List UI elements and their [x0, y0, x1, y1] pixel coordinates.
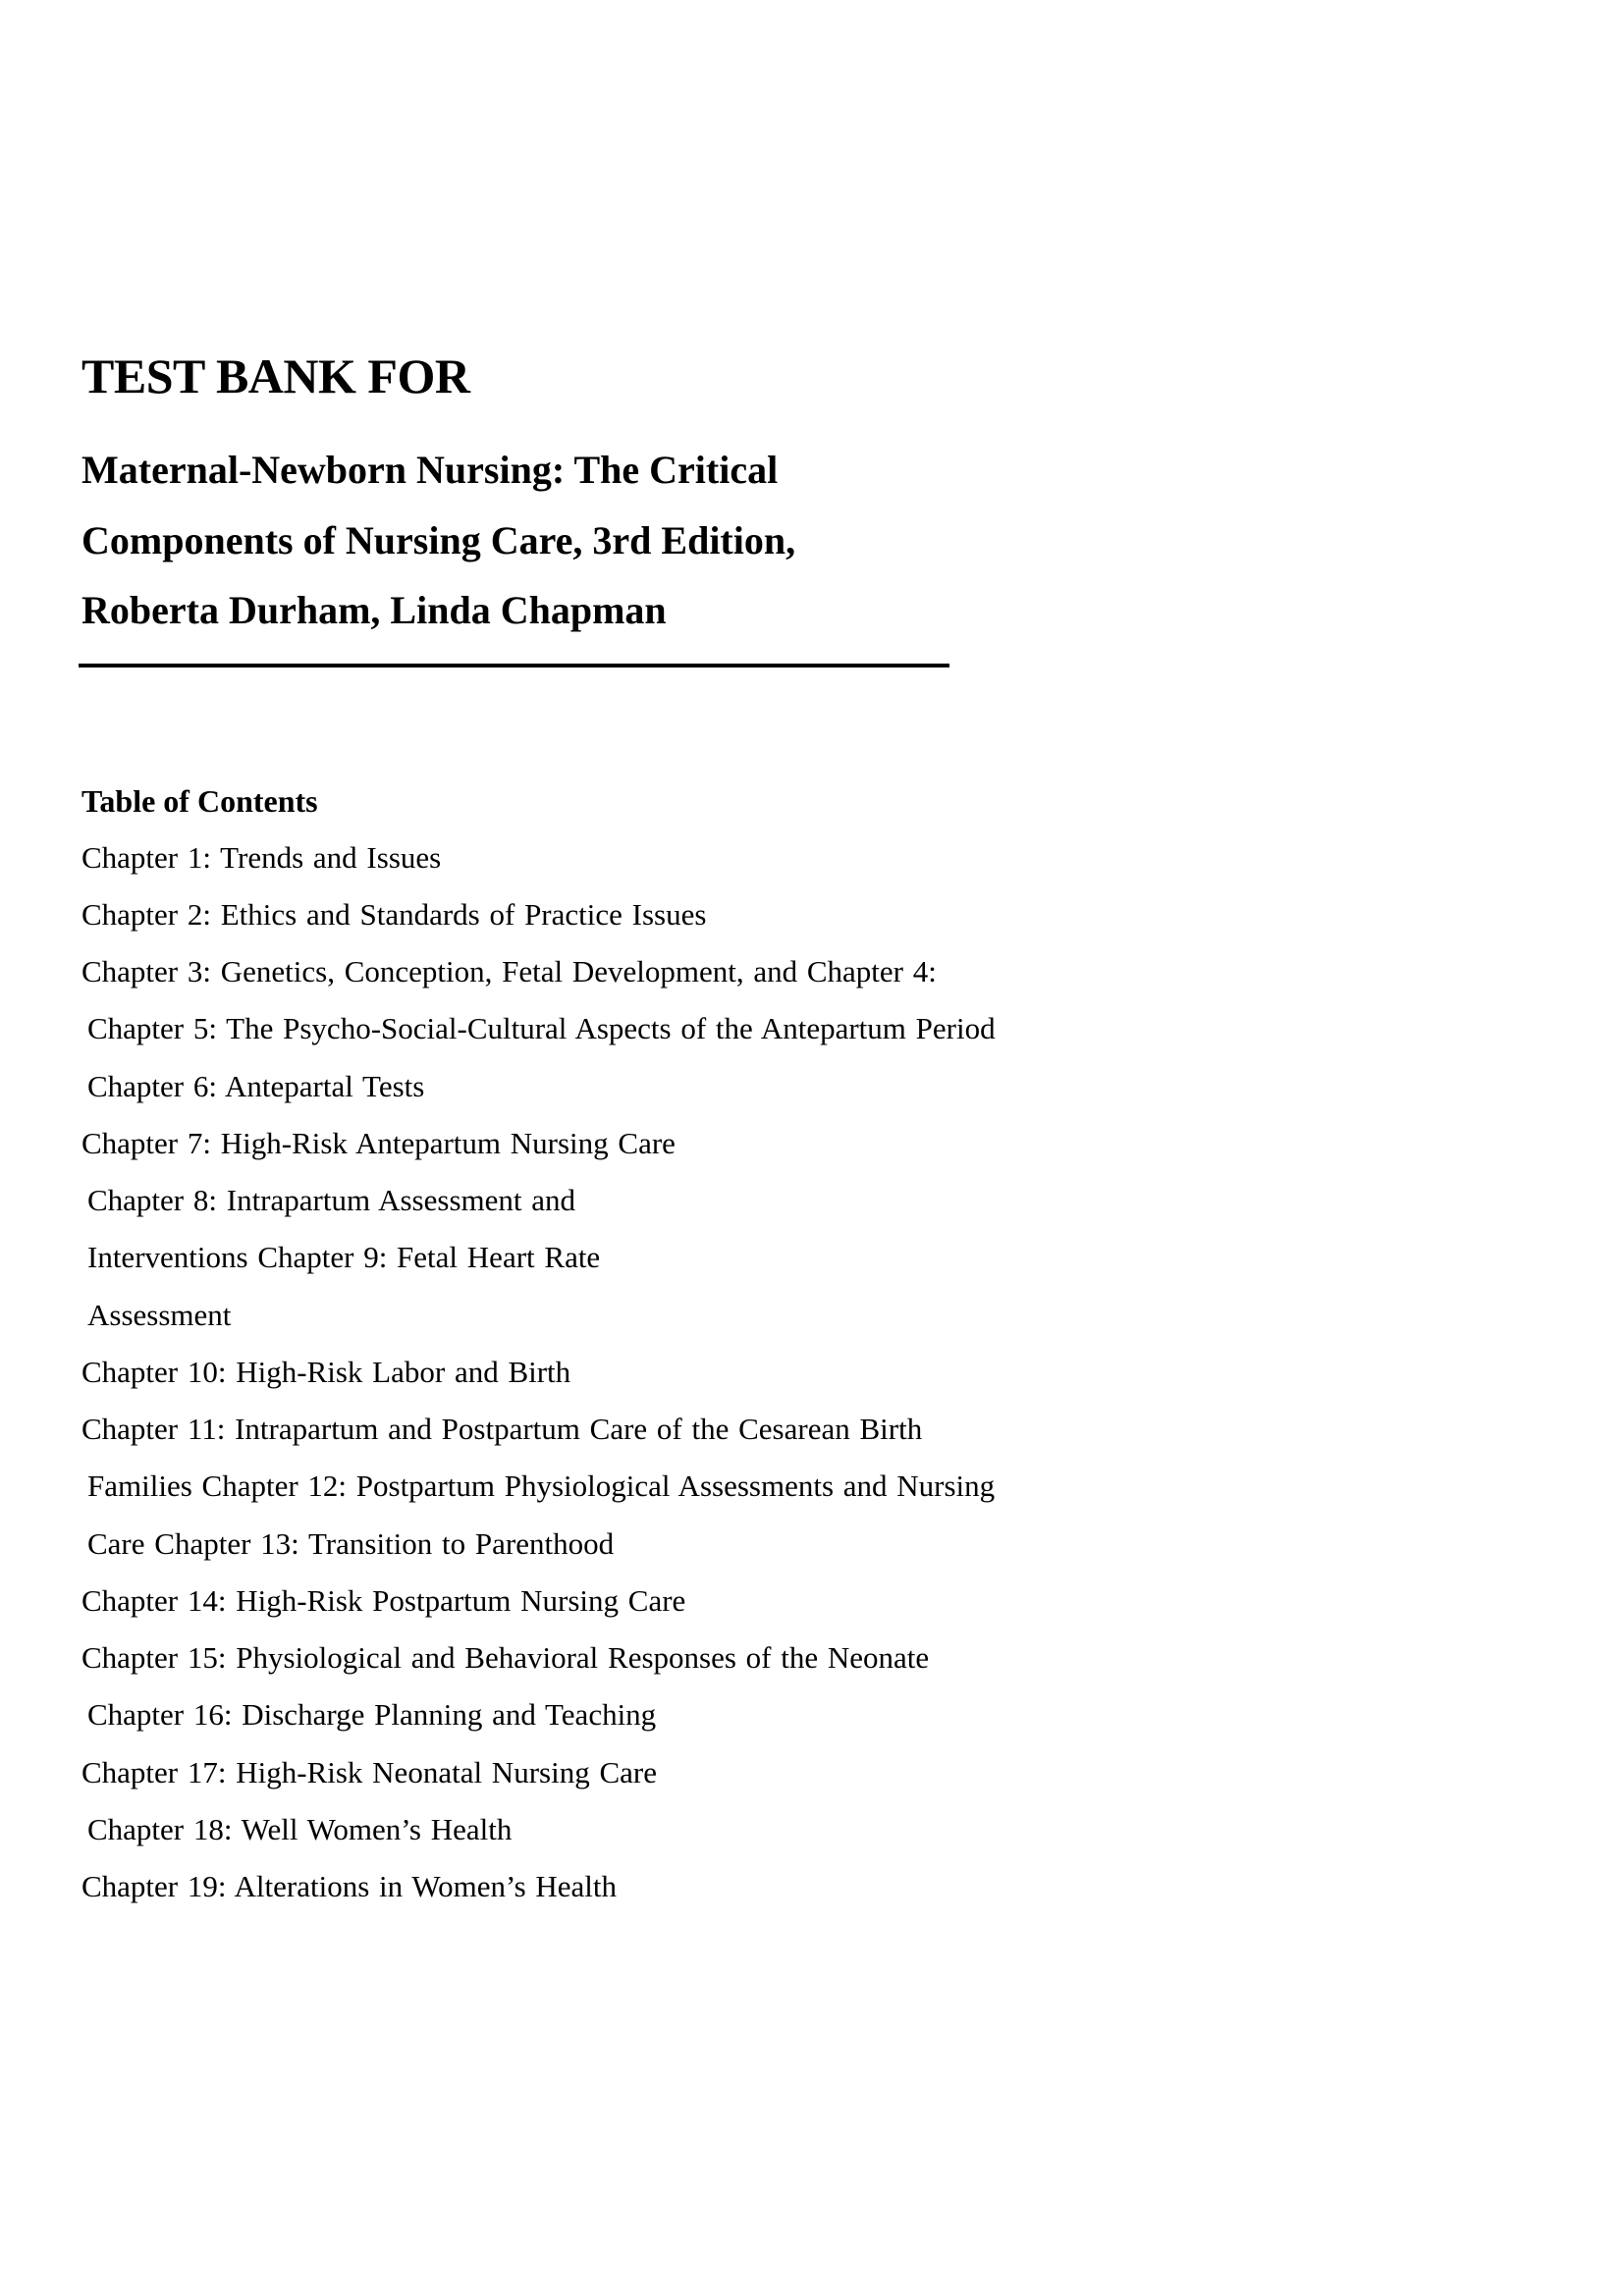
toc-line: Chapter 15: Physiological and Behavioral Responses of the Neonate: [81, 1640, 930, 1675]
toc-line: Chapter 7: High-Risk Antepartum Nursing Care: [81, 1126, 676, 1160]
toc-line: Assessment: [87, 1298, 232, 1332]
toc-line: Chapter 18: Well Women’s Health: [87, 1812, 513, 1846]
toc-line: Chapter 6: Antepartal Tests: [87, 1069, 425, 1103]
toc-line: Chapter 3: Genetics, Conception, Fetal Development, and Chapter 4:: [81, 954, 937, 988]
book-authors: Roberta Durham, Linda Chapman: [81, 588, 667, 632]
toc-line: Chapter 14: High-Risk Postpartum Nursing Care: [81, 1583, 686, 1618]
toc-heading: Table of Contents: [81, 783, 318, 819]
toc-line: Chapter 11: Intrapartum and Postpartum Care of the Cesarean Birth: [81, 1412, 923, 1446]
toc-line: Chapter 10: High-Risk Labor and Birth: [81, 1355, 571, 1389]
toc-line: Chapter 1: Trends and Issues: [81, 840, 442, 875]
toc-line: Chapter 2: Ethics and Standards of Practice Issues: [81, 897, 707, 932]
toc-line: Care Chapter 13: Transition to Parenthood: [87, 1526, 615, 1561]
toc-line: Chapter 16: Discharge Planning and Teaching: [87, 1697, 657, 1732]
book-title-line-2: Components of Nursing Care, 3rd Edition,: [81, 518, 796, 562]
toc-line: Interventions Chapter 9: Fetal Heart Rate: [87, 1240, 601, 1274]
book-title-line-1: Maternal-Newborn Nursing: The Critical: [81, 448, 779, 492]
toc-line: Chapter 19: Alterations in Women’s Health: [81, 1869, 618, 1903]
toc-line: Chapter 8: Intrapartum Assessment and: [87, 1183, 576, 1217]
document-title: TEST BANK FOR: [81, 348, 470, 403]
toc-line: Chapter 17: High-Risk Neonatal Nursing Care: [81, 1755, 657, 1789]
toc-line: Chapter 5: The Psycho-Social-Cultural Aspects of the Antepartum Period: [87, 1011, 996, 1045]
title-divider: [79, 664, 949, 667]
toc-line: Families Chapter 12: Postpartum Physiological Assessments and Nursing: [87, 1468, 996, 1503]
